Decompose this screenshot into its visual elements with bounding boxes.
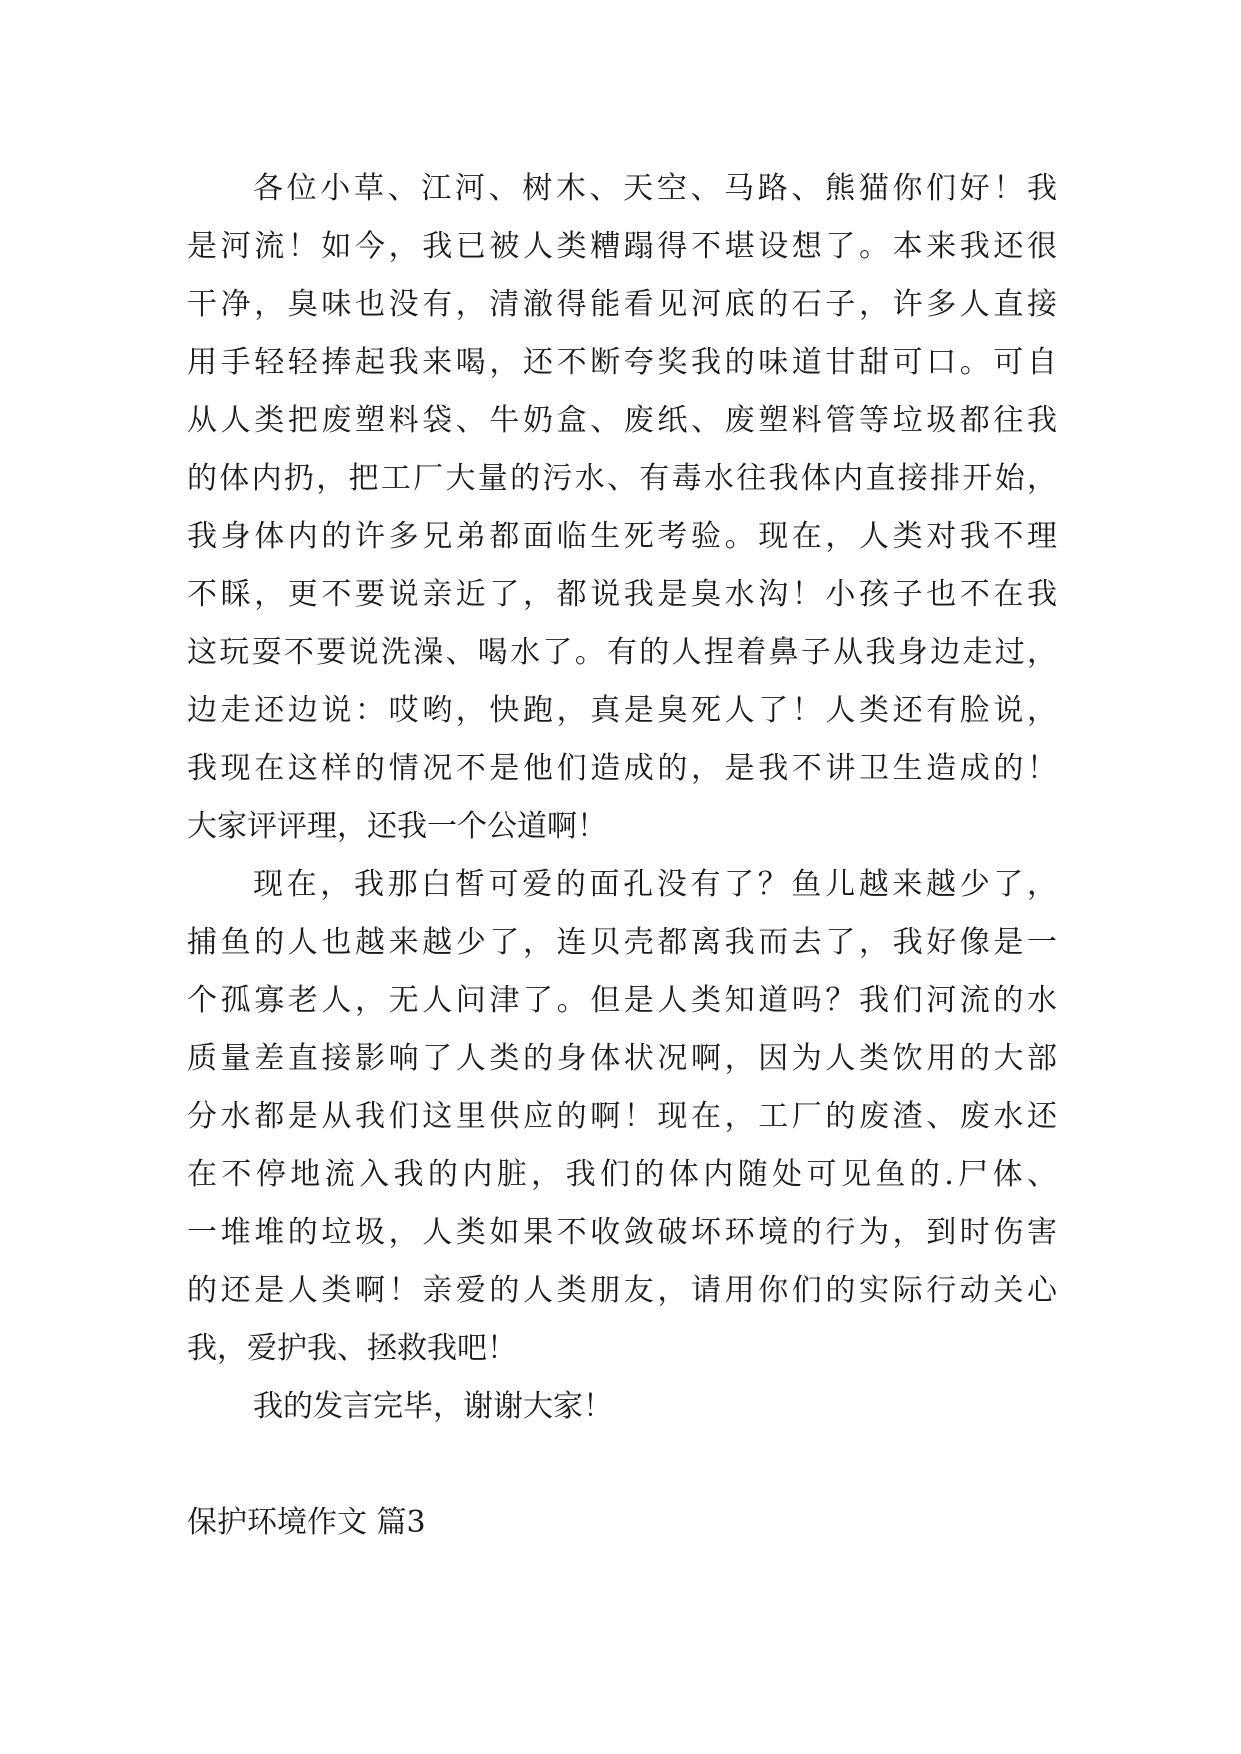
- paragraph-2: [187, 856, 1057, 1378]
- paragraph-line: 是河流！如今，我已被人类糟蹋得不堪设想了。本来我还很: [187, 229, 1057, 264]
- paragraph-line: 这玩耍不要说洗澡、喝水了。有的人捏着鼻子从我身边走过，: [187, 635, 1057, 670]
- paragraph-line: 个孤寡老人，无人问津了。但是人类知道吗？我们河流的水: [187, 983, 1057, 1018]
- document-page: [187, 160, 1057, 1552]
- paragraph-line: 质量差直接影响了人类的身体状况啊，因为人类饮用的大部: [187, 1041, 1057, 1076]
- section-heading: 保护环境作文 篇3: [187, 1505, 426, 1540]
- paragraph-line: 用手轻轻捧起我来喝，还不断夸奖我的味道甘甜可口。可自: [187, 345, 1057, 380]
- paragraph-line: 不睬，更不要说亲近了，都说我是臭水沟！小孩子也不在我: [187, 577, 1057, 612]
- paragraph-line: 我身体内的许多兄弟都面临生死考验。现在，人类对我不理: [187, 519, 1057, 554]
- paragraph-line: 从人类把废塑料袋、牛奶盒、废纸、废塑料管等垃圾都往我: [187, 403, 1057, 438]
- paragraph-line: 大家评评理，还我一个公道啊！: [187, 809, 607, 844]
- paragraph-line: 我现在这样的情况不是他们造成的，是我不讲卫生造成的！: [187, 751, 1057, 786]
- paragraph-1: [187, 160, 1057, 856]
- blank-line: [187, 1436, 1057, 1494]
- paragraph-line: 现在，我那白皙可爱的面孔没有了？鱼儿越来越少了，: [253, 867, 1057, 902]
- paragraph-3: [187, 1378, 1057, 1436]
- paragraph-line: 一堆堆的垃圾，人类如果不收敛破坏环境的行为，到时伤害: [187, 1215, 1057, 1250]
- paragraph-line: 边走还边说：哎哟，快跑，真是臭死人了！人类还有脸说，: [187, 693, 1057, 728]
- paragraph-line: 各位小草、江河、树木、天空、马路、熊猫你们好！我: [253, 171, 1057, 206]
- paragraph-line: 干净，臭味也没有，清澈得能看见河底的石子，许多人直接: [187, 287, 1057, 322]
- paragraph-line: 的体内扔，把工厂大量的污水、有毒水往我体内直接排开始，: [187, 461, 1057, 496]
- paragraph-line: 分水都是从我们这里供应的啊！现在，工厂的废渣、废水还: [187, 1099, 1057, 1134]
- paragraph-line: 我，爱护我、拯救我吧！: [187, 1331, 517, 1366]
- paragraph-line: 我的发言完毕，谢谢大家！: [253, 1389, 613, 1424]
- paragraph-line: 在不停地流入我的内脏，我们的体内随处可见鱼的.尸体、: [187, 1157, 1057, 1192]
- paragraph-line: 的还是人类啊！亲爱的人类朋友，请用你们的实际行动关心: [187, 1273, 1057, 1308]
- paragraph-line: 捕鱼的人也越来越少了，连贝壳都离我而去了，我好像是一: [187, 925, 1057, 960]
